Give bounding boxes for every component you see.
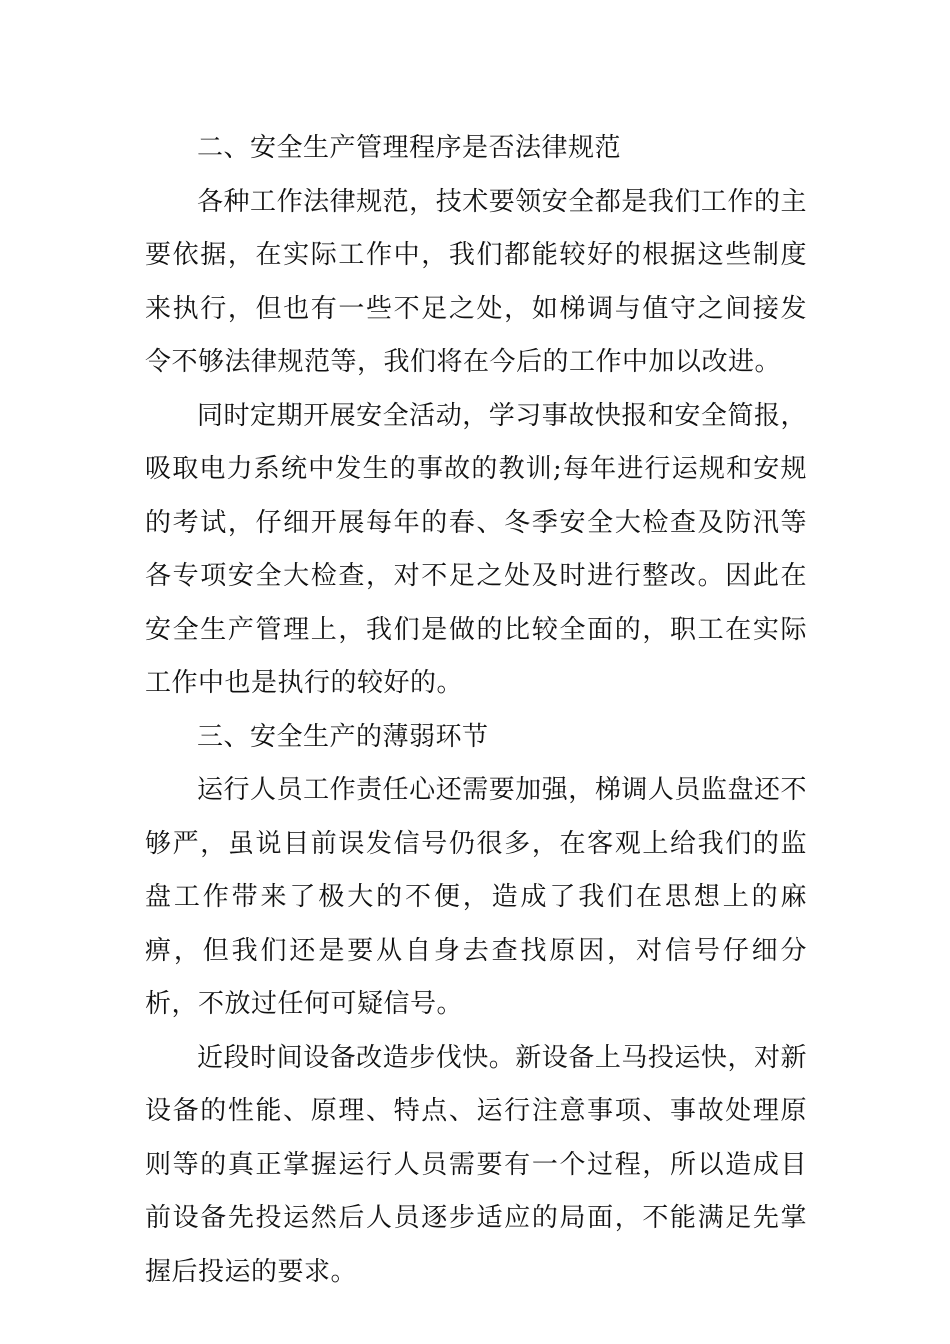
paragraph: 同时定期开展安全活动，学习事故快报和安全简报，吸取电力系统中发生的事故的教训;每年进行运规和安规的考试，仔细开展每年的春、冬季安全大检查及防汛等各专项安全大检查，对不足之处及时进行整改。因此在安全生产管理上，我们是做的比较全面的，职工在实际工作中也是执行的较好的。 — [145, 400, 807, 698]
section-heading-2: 二、安全生产管理程序是否法律规范 — [197, 133, 622, 163]
paragraph: 近段时间设备改造步伐快。新设备上马投运快，对新设备的性能、原理、特点、运行注意事项、事故处理原则等的真正掌握运行人员需要有一个过程，所以造成目前设备先投运然后人员逐步适应的局面，不能满足先掌握后投运的要求。 — [145, 1042, 807, 1287]
section-heading-3: 三、安全生产的薄弱环节 — [197, 721, 489, 752]
paragraph: 各种工作法律规范，技术要领安全都是我们工作的主要依据，在实际工作中，我们都能较好的根据这些制度来执行，但也有一些不足之处，如梯调与值守之间接发令不够法律规范等，我们将在今后的工作中加以改进。 — [145, 186, 807, 377]
paragraph: 运行人员工作责任心还需要加强，梯调人员监盘还不够严，虽说目前误发信号仍很多，在客观上给我们的监盘工作带来了极大的不便，造成了我们在思想上的麻痹，但我们还是要从自身去查找原因，对信号仔细分析，不放过任何可疑信号。 — [145, 775, 807, 1019]
document-body — [145, 122, 807, 1299]
